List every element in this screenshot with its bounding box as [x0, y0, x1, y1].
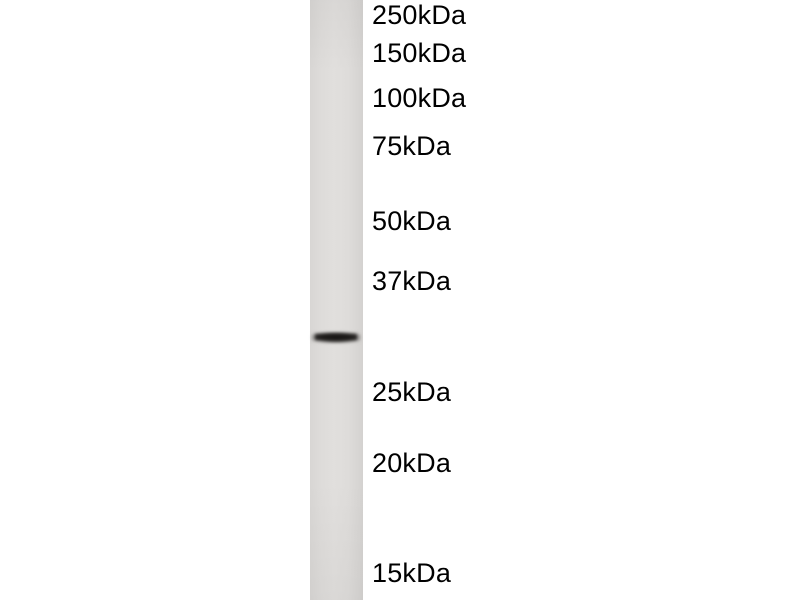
mw-marker-label: 25kDa	[372, 377, 452, 407]
mw-marker-label: 15kDa	[372, 558, 452, 588]
mw-marker-label: 75kDa	[372, 131, 452, 161]
mw-marker-label: 150kDa	[372, 38, 467, 68]
membrane-lane	[310, 0, 363, 600]
mw-marker-label: 250kDa	[372, 0, 467, 30]
protein-band-core	[315, 334, 357, 340]
mw-marker-label: 20kDa	[372, 448, 452, 478]
mw-marker-label: 37kDa	[372, 266, 452, 296]
lane-shading	[310, 0, 363, 600]
mw-marker-label: 50kDa	[372, 206, 452, 236]
mw-marker-label: 100kDa	[372, 83, 467, 113]
